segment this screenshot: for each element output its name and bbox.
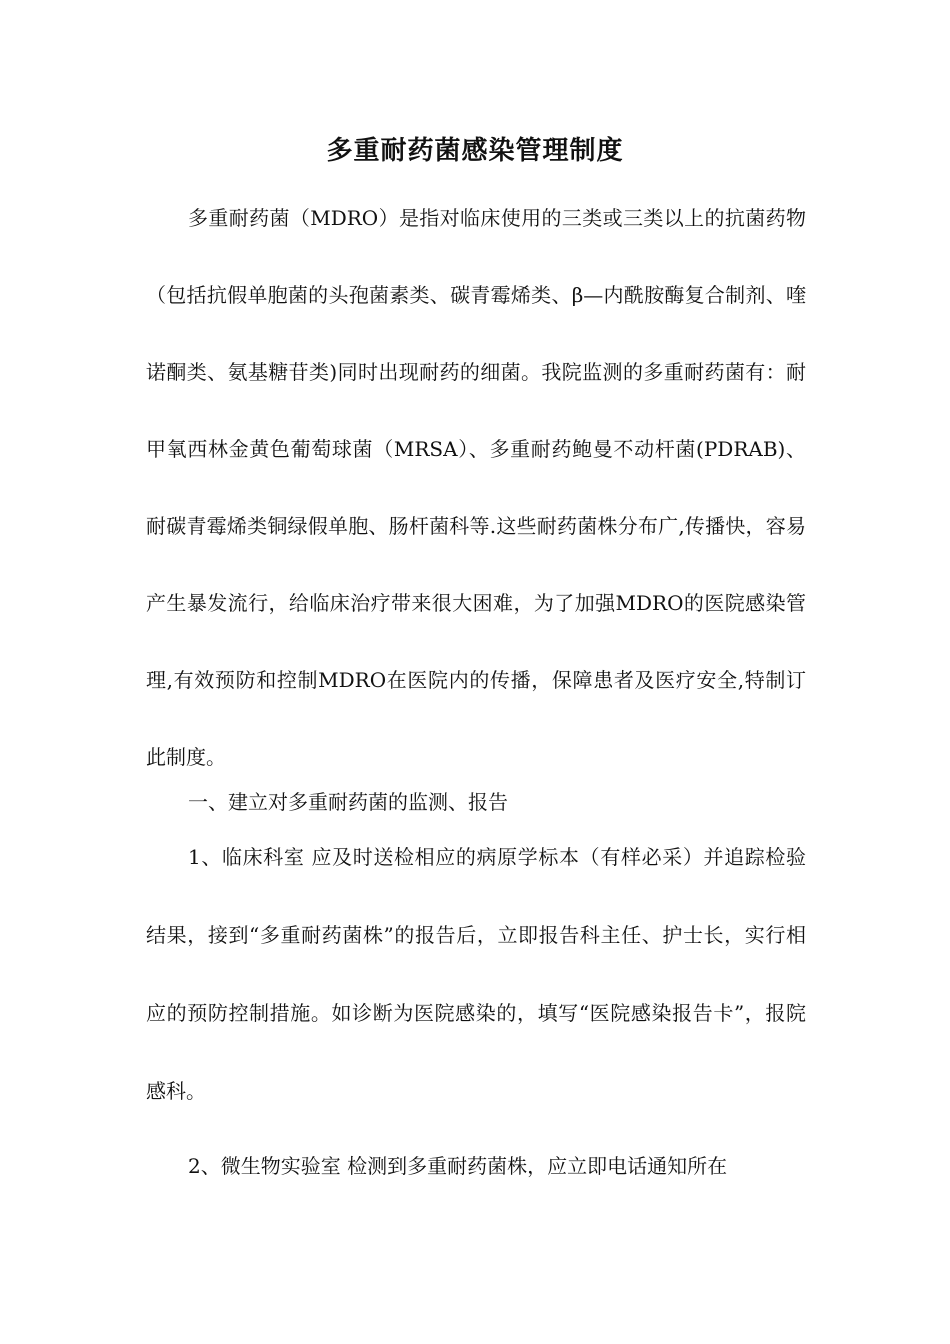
section-1-heading: 一、建立对多重耐药菌的监测、报告 <box>188 790 508 814</box>
intro-paragraph: 多重耐药菌（MDRO）是指对临床使用的三类或三类以上的抗菌药物（包括抗假单胞菌的头孢菌素类、碳青霉烯类、β—内酰胺酶复合制剂、喹诺酮类、氨基糖苷类)同时出现耐药的细菌。我院监测的多重耐药菌有：耐甲氧西林金黄色葡萄球菌（MRSA）、多重耐药鲍曼不动杆菌(PDRAB)、耐碳青霉烯类铜绿假单胞、肠杆菌科等.这些耐药菌株分布广,传播快，容易产生暴发流行，给临床治疗带来很大困难，为了加强MDRO的医院感染管理,有效预防和控制MDRO在医院内的传播，保障患者及医疗安全,特制订此制度。 <box>146 206 806 769</box>
section-1-item-2: 2、微生物实验室 检测到多重耐药菌株，应立即电话通知所在 <box>188 1154 728 1178</box>
section-1-item-1: 1、临床科室 应及时送检相应的病原学标本（有样必采）并追踪检验结果，接到“多重耐药菌株”的报告后，立即报告科主任、护士长，实行相应的预防控制措施。如诊断为医院感染的，填写“医院感染报告卡”，报院感科。 <box>146 845 806 1103</box>
document-title: 多重耐药菌感染管理制度 <box>326 136 624 166</box>
